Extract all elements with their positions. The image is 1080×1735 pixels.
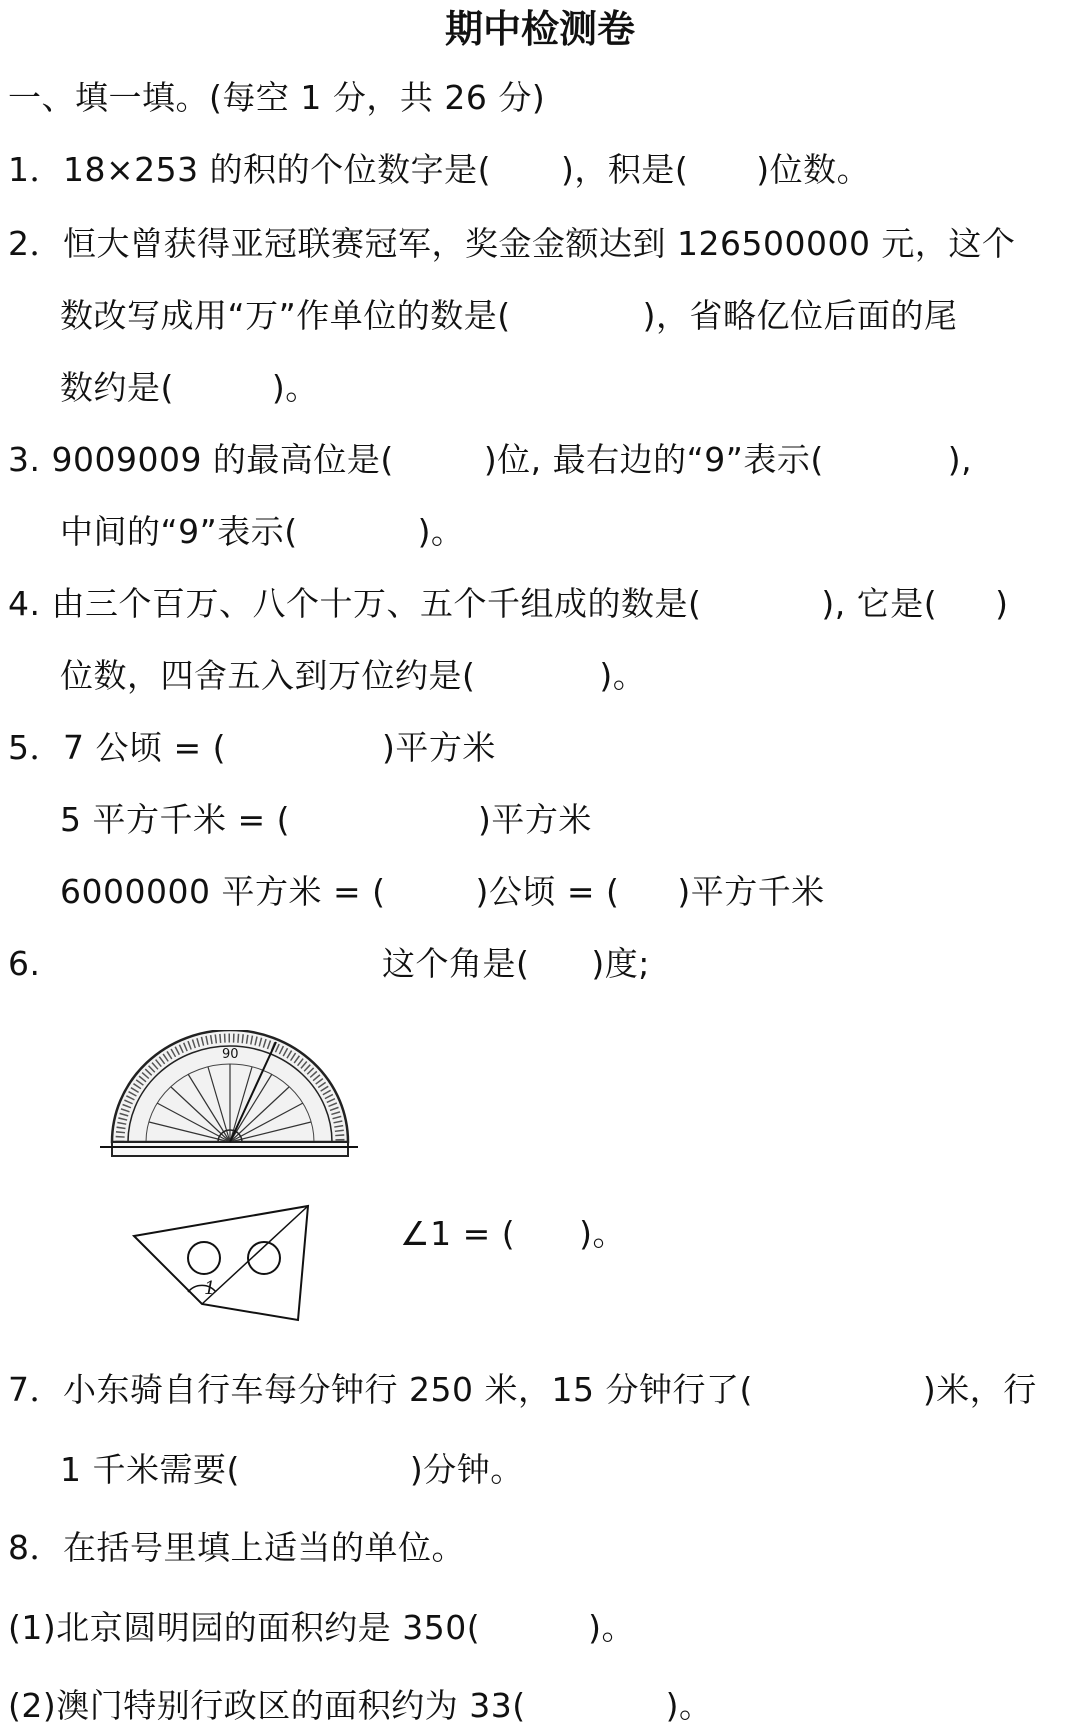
question-8-sub-1: (1)北京圆明园的面积约是 350( )。: [8, 1608, 635, 1647]
question-4-line-2: 位数，四舍五入到万位约是( )。: [60, 656, 647, 695]
section-heading: 一、填一填。(每空 1 分，共 26 分): [8, 78, 546, 117]
question-2-line-1: 2．恒大曾获得亚冠联赛冠军，奖金金额达到 126500000 元，这个: [8, 224, 1016, 263]
question-3-line-2: 中间的“9”表示( )。: [60, 512, 465, 551]
question-2-line-3: 数约是( )。: [60, 368, 319, 407]
question-8-sub-2: (2)澳门特别行政区的面积约为 33( )。: [8, 1686, 713, 1725]
question-5-line-3: 6000000 平方米 = ( )公顷 = ( )平方千米: [60, 872, 825, 911]
question-5-line-1: 5．7 公顷 = ( )平方米: [8, 728, 496, 767]
question-3-line-1: 3. 9009009 的最高位是( )位, 最右边的“9”表示( ),: [8, 440, 973, 479]
question-7-line-1: 7．小东骑自行车每分钟行 250 米，15 分钟行了( )米，行: [8, 1370, 1037, 1409]
question-8-heading: 8．在括号里填上适当的单位。: [8, 1528, 465, 1567]
triangle-ruler-figure: [130, 1200, 320, 1330]
question-5-line-2: 5 平方千米 = ( )平方米: [60, 800, 592, 839]
question-6-number: 6.: [8, 944, 41, 983]
question-4-line-1: 4. 由三个百万、八个十万、五个千组成的数是( ), 它是( ): [8, 584, 1009, 623]
question-2-line-2: 数改写成用“万”作单位的数是( )，省略亿位后面的尾: [60, 296, 958, 335]
question-1: 1．18×253 的积的个位数字是( )，积是( )位数。: [8, 150, 871, 189]
protractor-figure: [100, 1030, 360, 1180]
question-7-line-2: 1 千米需要( )分钟。: [60, 1450, 524, 1489]
page-title: 期中检测卷: [444, 7, 635, 51]
angle-label: 1: [204, 1278, 216, 1299]
protractor-label: 90: [222, 1047, 239, 1062]
protractor-question: 这个角是( )度;: [382, 944, 650, 983]
triangle-question: ∠1 = ( )。: [400, 1214, 626, 1253]
